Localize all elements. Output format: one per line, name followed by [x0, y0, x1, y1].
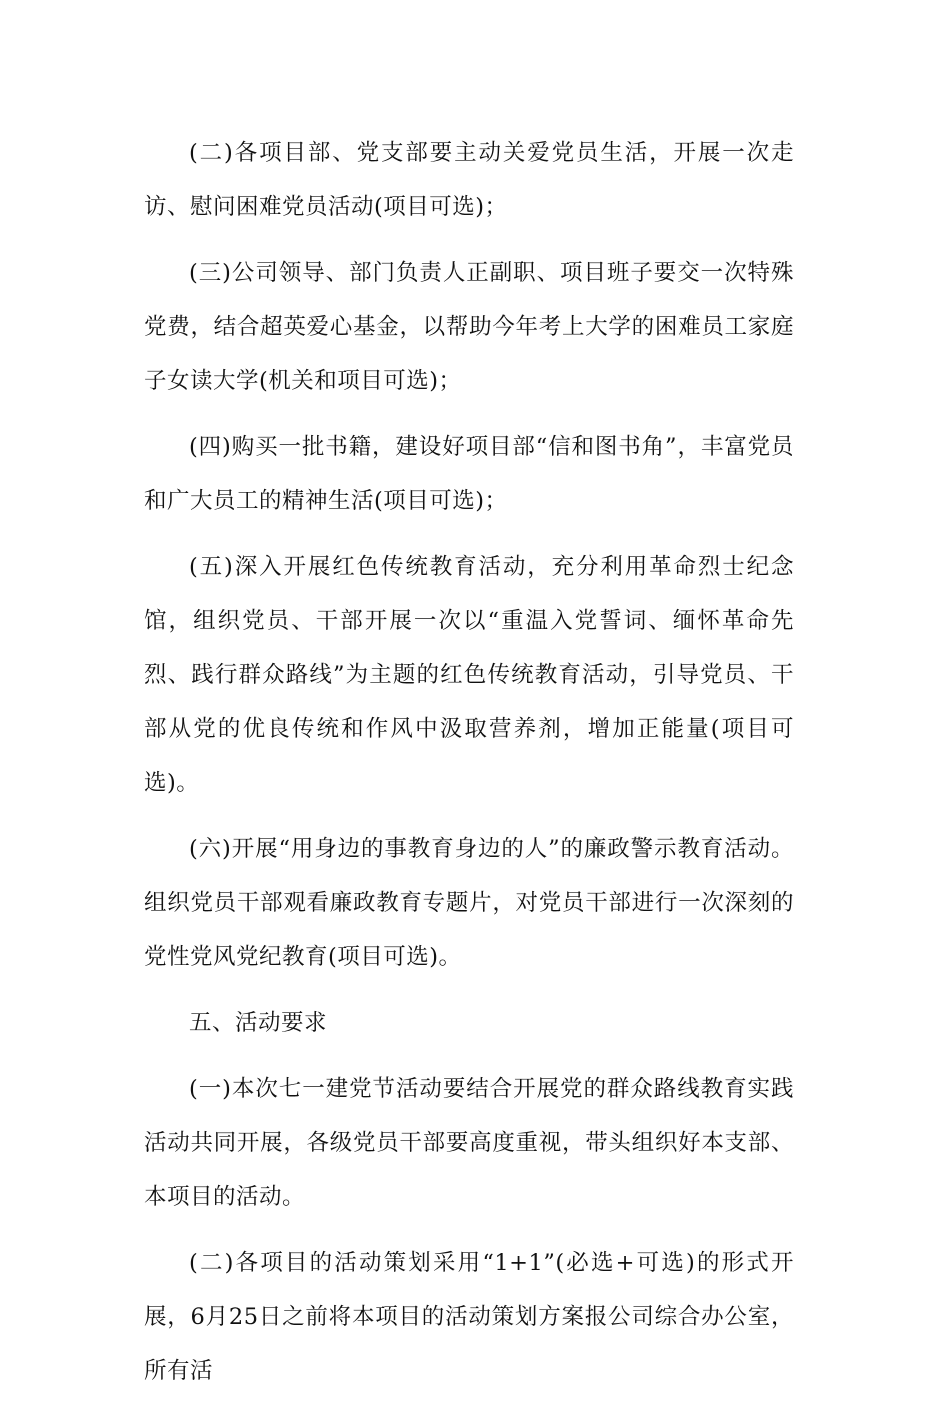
requirement-item-2: (二)各项目的活动策划采用“1+1”(必选+可选)的形式开展，6月25日之前将本项目的活动策划方案报公司综合办公室，所有活 — [144, 1250, 794, 1384]
paragraph-item-6: (六)开展“用身边的事教育身边的人”的廉政警示教育活动。组织党员干部观看廉政教育专题片，对党员干部进行一次深刻的党性党风党纪教育(项目可选)。 — [144, 836, 794, 970]
paragraph-item-3: (三)公司领导、部门负责人正副职、项目班子要交一次特殊党费，结合超英爱心基金，以帮助今年考上大学的困难员工家庭子女读大学(机关和项目可选)； — [144, 260, 794, 394]
requirement-item-1: (一)本次七一建党节活动要结合开展党的群众路线教育实践活动共同开展，各级党员干部要高度重视，带头组织好本支部、本项目的活动。 — [144, 1076, 794, 1210]
section-heading: 五、活动要求 — [189, 1010, 328, 1036]
paragraph-item-2: (二)各项目部、党支部要主动关爱党员生活，开展一次走访、慰问困难党员活动(项目可选)； — [144, 140, 794, 220]
document-body — [144, 126, 794, 1410]
paragraph-item-4: (四)购买一批书籍，建设好项目部“信和图书角”，丰富党员和广大员工的精神生活(项目可选)； — [144, 434, 794, 514]
paragraph-item-5: (五)深入开展红色传统教育活动，充分利用革命烈士纪念馆，组织党员、干部开展一次以“重温入党誓词、缅怀革命先烈、践行群众路线”为主题的红色传统教育活动，引导党员、干部从党的优良传统和作风中汲取营养剂，增加正能量(项目可选)。 — [144, 554, 794, 796]
